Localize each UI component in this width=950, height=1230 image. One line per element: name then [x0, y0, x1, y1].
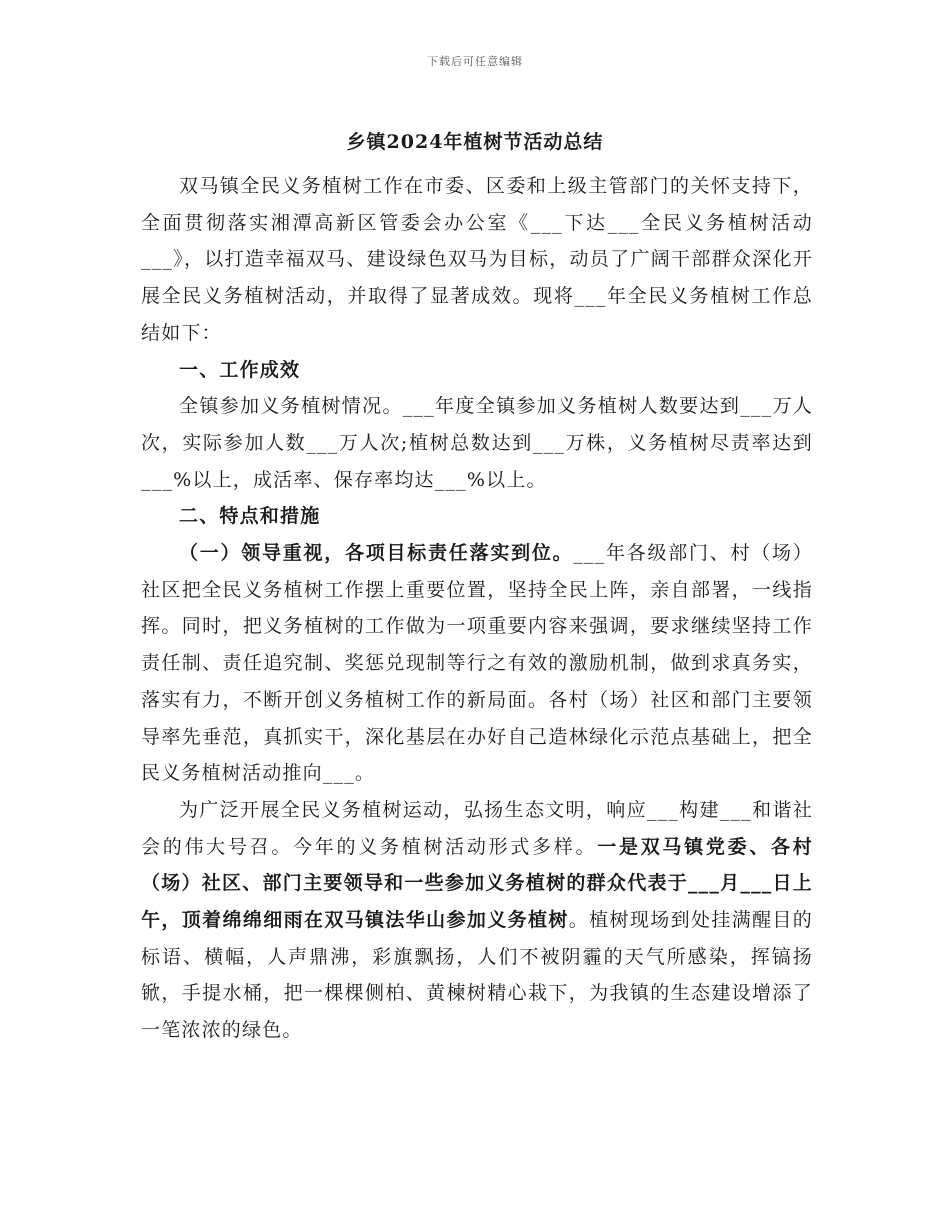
paragraph-leadership-text: ___年各级部门、村（场）社区把全民义务植树工作摆上重要位置，坚持全民上阵，亲自部署，一线指挥。同时，把义务植树的工作做为一项重要内容来强调，要求继续坚持工作责任制、责任追究制、奖惩兑现制等行之有效的激励机制，做到求真务实，落实有力，不断开创义务植树工作的新局面。各村（场）社区和部门主要领导率先垂范，真抓实干，深化基层在办好自己造林绿化示范点基础上，把全民义务植树活动推向___。	[141, 542, 813, 785]
paragraph-activities-intro: 为广泛开展全民义务植树运动，弘扬生态文明，响应___构建___和谐社会的伟大号召。今年的义务植树活动形式多样。	[141, 798, 813, 858]
paragraph-results: 全镇参加义务植树情况。___年度全镇参加义务植树人数要达到___万人次，实际参加人数___万人次;植树总数达到___万株，义务植树尽责率达到___%以上，成活率、保存率均达___%以上。	[141, 395, 813, 491]
paragraph-activities-text: 。植树现场到处挂满醒目的标语、横幅，人声鼎沸，彩旗飘扬，人们不被阴霾的天气所感染，挥镐扬锨，手提水桶，把一棵棵侧柏、黄楝树精心栽下，为我镇的生态建设增添了一笔浓浓的绿色。	[141, 909, 814, 1042]
paragraph-leadership	[141, 535, 813, 792]
section-heading-measures: 二、特点和措施	[179, 505, 321, 528]
document-title: 乡镇2024年植树节活动总结	[346, 131, 604, 153]
paragraph-activities	[141, 792, 813, 1049]
paragraph-activities-highlight: 一是双马镇党委、各村（场）社区、部门主要领导和一些参加义务植树的群众代表于___月___日上午，顶着绵绵细雨在双马镇法华山参加义务植树	[141, 835, 813, 932]
document-body	[141, 168, 813, 1049]
section-heading-results: 一、工作成效	[179, 358, 301, 381]
page-header-note: 下载后可任意编辑	[427, 55, 523, 68]
paragraph-intro: 双马镇全民义务植树工作在市委、区委和上级主管部门的关怀支持下，全面贯彻落实湘潭高新区管委会办公室《___下达___全民义务植树活动___》，以打造幸福双马、建设绿色双马为目标，动员了广阔干部群众深化开展全民义务植树活动，并取得了显著成效。现将___年全民义务植树工作总结如下：	[141, 175, 813, 344]
subheading-leadership: （一）领导重视，各项目标责任落实到位。	[179, 542, 574, 565]
